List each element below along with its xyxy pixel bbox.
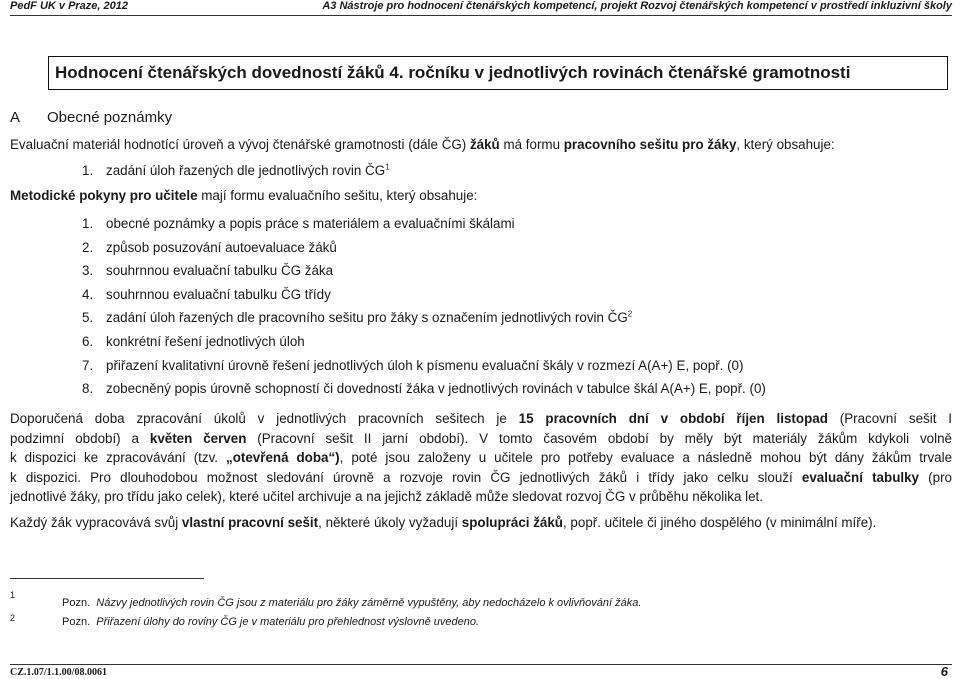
para1-row bbox=[10, 468, 952, 488]
footnote-ref-2: 2 bbox=[627, 309, 633, 319]
para1-row bbox=[10, 429, 952, 449]
list2-item-text: zadání úloh řazených dle pracovního sešitu pro žáky s označením jednotlivých rovin ČG bbox=[106, 310, 628, 325]
intro-text-2: má formu bbox=[499, 137, 564, 152]
list2-item-text: souhrnnou evaluační tabulku ČG žáka bbox=[106, 263, 334, 278]
para2-text: , popř. učitele či jiného dospělého (v minimální míře). bbox=[562, 515, 877, 530]
list2-item bbox=[82, 310, 632, 325]
methodical-bold: Metodické pokyny pro učitele bbox=[10, 188, 198, 203]
footnote-rule bbox=[10, 578, 204, 579]
para1-text: Doporučená doba zpracování úkolů v jednotlivých pracovních sešitech je bbox=[10, 411, 519, 426]
footnote-label: Pozn. bbox=[62, 616, 91, 628]
intro-text-3: , který obsahuje: bbox=[736, 137, 835, 152]
list2-item-text: souhrnnou evaluační tabulku ČG třídy bbox=[106, 287, 331, 302]
footnote-number: 2 bbox=[10, 613, 16, 623]
intro-bold-2: pracovního sešitu pro žáky bbox=[563, 137, 737, 152]
section-letter: A bbox=[10, 109, 21, 126]
para1-text: jednotlivé žáky, pro třídu jako celek), které učitel archivuje a na jejichž základě může sledovat rozvoj ČG v průběhu několika let. bbox=[10, 489, 763, 504]
footer-rule bbox=[10, 664, 952, 665]
para1-text: (Pracovní sešit I bbox=[827, 411, 952, 426]
list2-item-number: 2. bbox=[82, 240, 94, 255]
list2-item-number: 8. bbox=[82, 381, 94, 396]
para1-row bbox=[10, 448, 952, 468]
intro-bold-1: žáků bbox=[469, 137, 500, 152]
list1-item-text: zadání úloh řazených dle jednotlivých rovin ČG bbox=[106, 163, 386, 178]
para1-text: k dispozici ke zpracovávání (tzv. bbox=[10, 450, 226, 465]
para1-text: k dispozici. Pro dlouhodobou možnost sledování úrovně a rozvoje rovin ČG jednotlivých žáků i třídy jako celku slouží bbox=[10, 469, 802, 485]
para2-text: , některé úkoly vyžadují bbox=[318, 515, 462, 530]
page-number: 6 bbox=[940, 664, 948, 679]
para1-bold: květen červen bbox=[149, 430, 247, 446]
footnote-number: 1 bbox=[10, 590, 16, 600]
header-left: PedF UK v Praze, 2012 bbox=[10, 0, 129, 12]
list1-item-number: 1. bbox=[82, 163, 94, 178]
footnote-text: Názvy jednotlivých rovin ČG jsou z materiálu pro žáky záměrně vypuštěny, aby nedocházelo k ovlivňování žáka. bbox=[96, 597, 642, 609]
footnote-label: Pozn. bbox=[62, 597, 91, 609]
para1-bold: „otevřená doba“) bbox=[226, 450, 340, 465]
para2-bold: spolupráci žáků bbox=[461, 515, 563, 530]
intro-line bbox=[10, 137, 835, 152]
methodical-text: mají formu evaluačního sešitu, který obsahuje: bbox=[197, 188, 478, 203]
list2-item-text: konkrétní řešení jednotlivých úloh bbox=[106, 334, 305, 349]
list2-item bbox=[82, 381, 766, 396]
list2-item-number: 4. bbox=[82, 287, 94, 302]
list2-item-number: 3. bbox=[82, 263, 94, 278]
list2-item bbox=[82, 287, 331, 302]
project-code: CZ.1.07/1.1.00/08.0061 bbox=[10, 667, 107, 678]
para1-text: (Pracovní sešit II jarní období). V tomto časovém období by měly být materiály žákům kdykoli volně bbox=[246, 430, 953, 446]
list2-item-text: způsob posuzování autoevaluace žáků bbox=[106, 240, 337, 255]
para1-row bbox=[10, 409, 952, 429]
intro-text-1: Evaluační materiál hodnotící úroveň a vývoj čtenářské gramotnosti (dále ČG) bbox=[10, 137, 470, 152]
list2-item-text: obecné poznámky a popis práce s materiálem a evaluačními škálami bbox=[106, 216, 515, 231]
para2-bold: vlastní pracovní sešit bbox=[181, 515, 319, 530]
footnote-2 bbox=[62, 616, 479, 628]
para1-text: (pro bbox=[918, 469, 952, 485]
paragraph-schedule bbox=[10, 409, 952, 507]
para1-bold: 15 pracovních dní v období říjen listopad bbox=[518, 411, 828, 426]
list2-item bbox=[82, 358, 743, 373]
para1-text: podzimní období) a bbox=[10, 430, 150, 446]
list2-item-text: zobecněný popis úrovně schopností či dovedností žáka v jednotlivých rovinách v tabulce škál A(A+) E, popř. (0) bbox=[106, 381, 766, 396]
paragraph-workbook bbox=[10, 515, 876, 530]
list2-item bbox=[82, 263, 333, 278]
document-title: Hodnocení čtenářských dovedností žáků 4. ročníku v jednotlivých rovinách čtenářské gramotnosti bbox=[48, 56, 948, 90]
page-header bbox=[10, 0, 952, 14]
para1-text: , poté jsou založeny u učitele pro potřeby evaluace a následně mohou být dány žákům trvale bbox=[339, 450, 953, 465]
section-name: Obecné poznámky bbox=[47, 109, 173, 126]
footnote-text: Přiřazení úlohy do roviny ČG je v materiálu pro přehlednost výslovně uvedeno. bbox=[96, 616, 480, 628]
header-right: A3 Nástroje pro hodnocení čtenářských kompetencí, projekt Rozvoj čtenářských kompetencí v prostředí inkluzivní školy bbox=[322, 0, 952, 12]
header-rule bbox=[10, 15, 952, 16]
list1-item bbox=[82, 163, 390, 178]
list2-item-number: 5. bbox=[82, 310, 94, 325]
list2-item-text: přiřazení kvalitativní úrovně řešení jednotlivých úloh k písmenu evaluační škály v rozmezí A(A+) E, popř. (0) bbox=[106, 358, 744, 373]
para1-bold: evaluační tabulky bbox=[801, 469, 919, 485]
para1-row bbox=[10, 487, 952, 507]
list2-item-number: 7. bbox=[82, 358, 94, 373]
para2-text: Každý žák vypracovává svůj bbox=[10, 515, 182, 530]
footnote-ref-1: 1 bbox=[385, 162, 390, 172]
list2-item-number: 6. bbox=[82, 334, 94, 349]
list2-item bbox=[82, 334, 305, 349]
methodical-line bbox=[10, 188, 477, 203]
list2-item bbox=[82, 216, 515, 231]
list2-item-number: 1. bbox=[82, 216, 94, 231]
list2-item bbox=[82, 240, 337, 255]
footnote-1 bbox=[62, 597, 641, 609]
